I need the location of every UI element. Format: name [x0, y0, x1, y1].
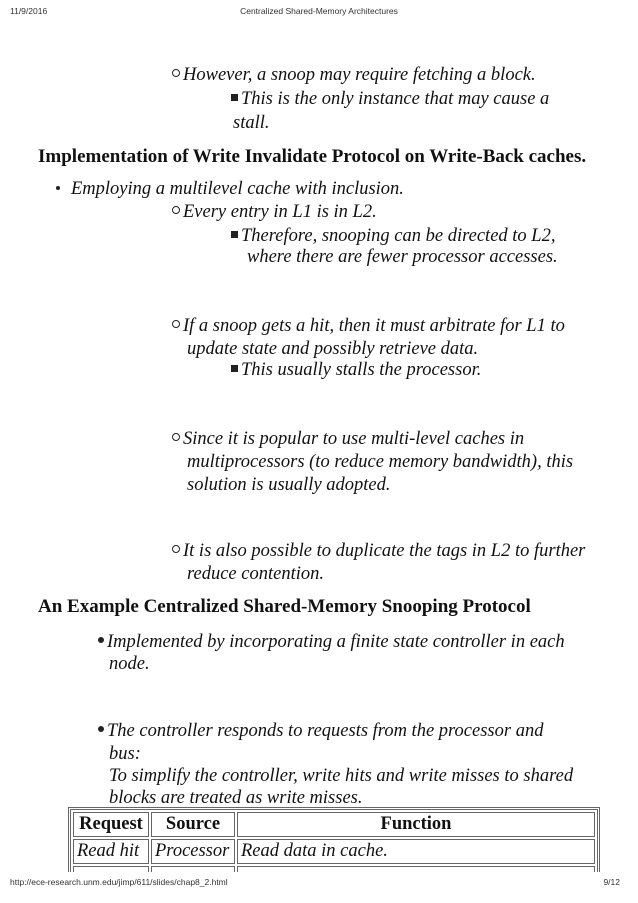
table-cell: Processor [151, 839, 235, 864]
section-heading: An Example Centralized Shared-Memory Snooping Protocol [38, 596, 531, 617]
circle-bullet-icon [172, 69, 180, 77]
bullet-line: It is also possible to duplicate the tags in L2 to further [172, 540, 585, 562]
text-line: update state and possibly retrieve data. [187, 339, 479, 359]
disc-bullet-icon [98, 637, 104, 643]
table-cell: Read hit [73, 839, 149, 864]
disc-bullet-icon [98, 726, 104, 732]
circle-bullet-icon [172, 545, 180, 553]
text-line: stall. [233, 113, 270, 133]
bullet-line: However, a snoop may require fetching a block. [172, 64, 536, 86]
page-number: 9/12 [603, 877, 620, 887]
print-date: 11/9/2016 [10, 6, 48, 16]
bullet-line: This is the only instance that may cause a [231, 88, 549, 110]
text-line: where there are fewer processor accesses. [247, 247, 558, 267]
column-header: Request [73, 812, 149, 837]
circle-bullet-icon [172, 206, 180, 214]
text-line: multiprocessors (to reduce memory bandwidth), this [187, 452, 574, 472]
circle-bullet-icon [172, 433, 180, 441]
text-line: bus: [109, 744, 141, 764]
square-bullet-icon [231, 94, 238, 101]
table-cell: Read data in cache. [237, 839, 595, 864]
square-bullet-icon [231, 365, 238, 372]
text-line: reduce contention. [187, 564, 324, 584]
bullet-line: Employing a multilevel cache with inclusion. [56, 178, 404, 200]
print-url: http://ece-research.unm.edu/jimp/611/slides/chap8_2.html [10, 877, 228, 887]
bullet-line: Since it is popular to use multi-level caches in [172, 428, 524, 450]
square-bullet-icon [231, 231, 238, 238]
browser-print-footer [0, 877, 638, 891]
text-line: solution is usually adopted. [187, 475, 391, 495]
text-line: blocks are treated as write misses. [109, 788, 363, 808]
column-header: Source [151, 812, 235, 837]
dot-bullet-icon [56, 186, 60, 190]
section-heading: Implementation of Write Invalidate Protocol on Write-Back caches. [38, 146, 587, 167]
table-row [73, 839, 595, 864]
bullet-line: This usually stalls the processor. [231, 359, 481, 381]
text-line: node. [109, 654, 150, 674]
circle-bullet-icon [172, 320, 180, 328]
bullet-line: The controller responds to requests from the processor and [98, 720, 543, 742]
bullet-line: Therefore, snooping can be directed to L2, [231, 225, 555, 247]
text-line: To simplify the controller, write hits and write misses to shared [109, 766, 574, 786]
browser-print-header [0, 6, 638, 20]
bullet-line: Implemented by incorporating a finite state controller in each [98, 631, 565, 653]
table-header-row [73, 812, 595, 837]
column-header: Function [237, 812, 595, 837]
bullet-line: If a snoop gets a hit, then it must arbitrate for L1 to [172, 315, 565, 337]
print-title: Centralized Shared-Memory Architectures [240, 6, 398, 16]
bullet-line: Every entry in L1 is in L2. [172, 201, 377, 223]
